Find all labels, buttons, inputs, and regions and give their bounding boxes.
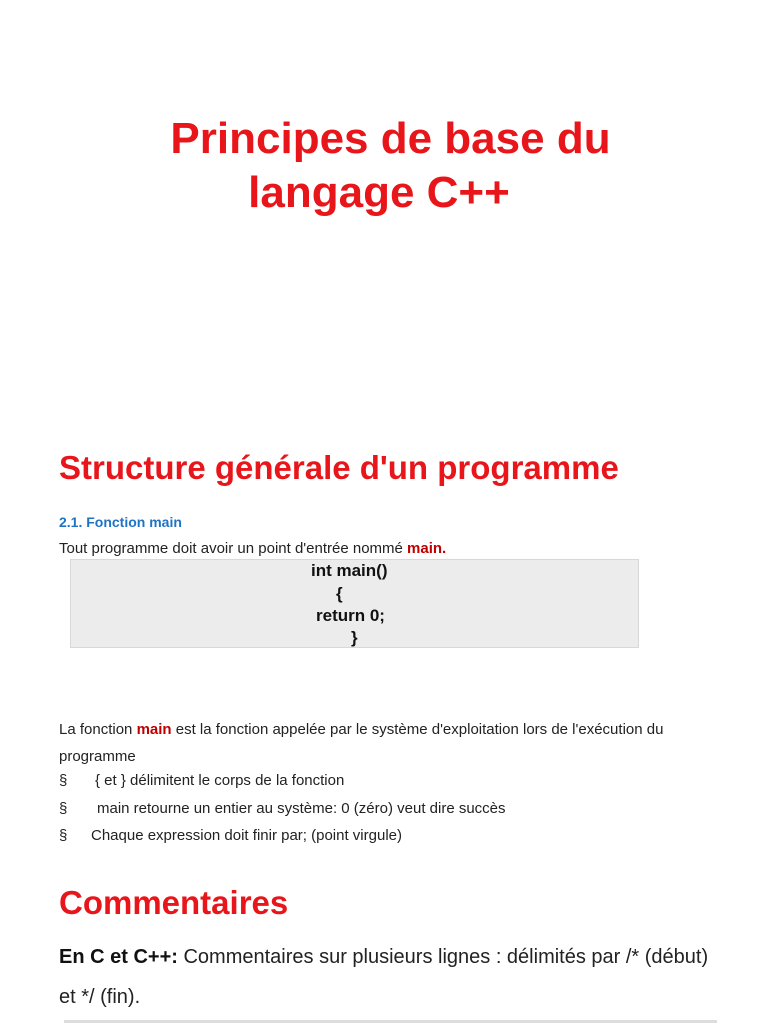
- comments-body: Commentaires sur plusieurs lignes : délimités par /* (début) et */ (fin).: [59, 946, 709, 1008]
- code-line: int main(): [311, 561, 388, 580]
- code-block: [70, 559, 639, 648]
- code-block-top-edge: [64, 1020, 717, 1023]
- main-description-paragraph: [59, 716, 709, 770]
- paragraph-suffix: est la fonction appelée par le système d'exploitation lors de l'exécution du programme: [59, 721, 664, 765]
- document-title-line-1: Principes de base du: [170, 114, 611, 163]
- list-item-text: Chaque expression doit finir par; (point virgule): [91, 827, 402, 844]
- subsection-heading-main: 2.1. Fonction main: [59, 514, 182, 530]
- comments-paragraph: [59, 937, 719, 1017]
- list-item: [59, 826, 402, 846]
- intro-keyword-main: main.: [407, 540, 447, 557]
- intro-text-body: Tout programme doit avoir un point d'entrée nommé: [59, 540, 408, 557]
- document-title: [0, 112, 768, 220]
- bullet-marker: §: [59, 800, 68, 817]
- code-line: return 0;: [316, 606, 385, 625]
- list-item-text: { et } délimitent le corps de la fonction: [95, 772, 345, 789]
- paragraph-prefix: La fonction: [59, 721, 137, 738]
- comments-lead: En C et C++:: [59, 946, 178, 968]
- paragraph-keyword-main: main: [136, 721, 172, 738]
- code-line: {: [336, 584, 343, 603]
- bullet-marker: §: [59, 827, 68, 844]
- intro-text: [59, 539, 446, 559]
- bullet-marker: §: [59, 772, 68, 789]
- list-item-text: main retourne un entier au système: 0 (zéro) veut dire succès: [97, 800, 506, 817]
- document-title-line-2: langage C++: [248, 168, 510, 217]
- list-item: [59, 771, 344, 791]
- code-line: }: [351, 628, 358, 647]
- list-item: [59, 799, 506, 819]
- section-heading-structure: Structure générale d'un programme: [59, 449, 619, 486]
- section-heading-comments: Commentaires: [59, 884, 289, 921]
